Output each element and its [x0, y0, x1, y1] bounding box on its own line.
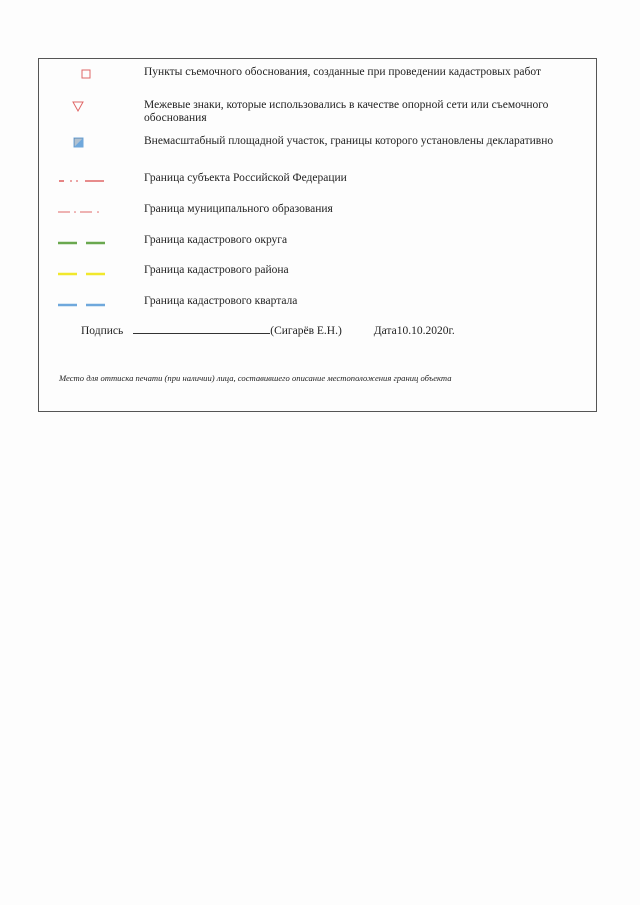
green-dash-line-icon [57, 234, 109, 250]
yellow-dash-line-icon [57, 264, 109, 280]
red-square-icon [57, 66, 109, 82]
blue-dash-line-icon [57, 295, 109, 311]
signature-line [81, 323, 455, 337]
signature-field[interactable] [133, 323, 270, 334]
half-square-icon [57, 135, 109, 151]
legend-item-label: Межевые знаки, которые использовались в качестве опорной сети или съемочного обоснования [144, 99, 549, 124]
signature-label: Подпись [81, 325, 124, 337]
legend-box [38, 58, 597, 412]
dash-dot-line-icon [57, 203, 109, 219]
signer-name: (Сигарёв Е.Н.) [270, 325, 342, 337]
legend-item-label: Внемасштабный площадной участок, границы которого установлены декларативно [144, 135, 554, 147]
dash-dot-dot-line-icon [57, 172, 109, 188]
legend-item-label: Граница кадастрового района [144, 264, 289, 276]
legend-item-label: Граница кадастрового квартала [144, 295, 298, 307]
legend-item-label: Пункты съемочного обоснования, созданные при проведении кадастровых работ [144, 66, 541, 78]
legend-item-label: Граница кадастрового округа [144, 234, 288, 246]
red-triangle-icon [57, 99, 109, 115]
stamp-note: Место для оттиска печати (при наличии) лица, составившего описание местоположения границ объекта [59, 373, 452, 383]
legend-item-label: Граница муниципального образования [144, 203, 333, 215]
signature-date: Дата10.10.2020г. [373, 325, 455, 337]
legend-item-label: Граница субъекта Российской Федерации [144, 172, 347, 184]
